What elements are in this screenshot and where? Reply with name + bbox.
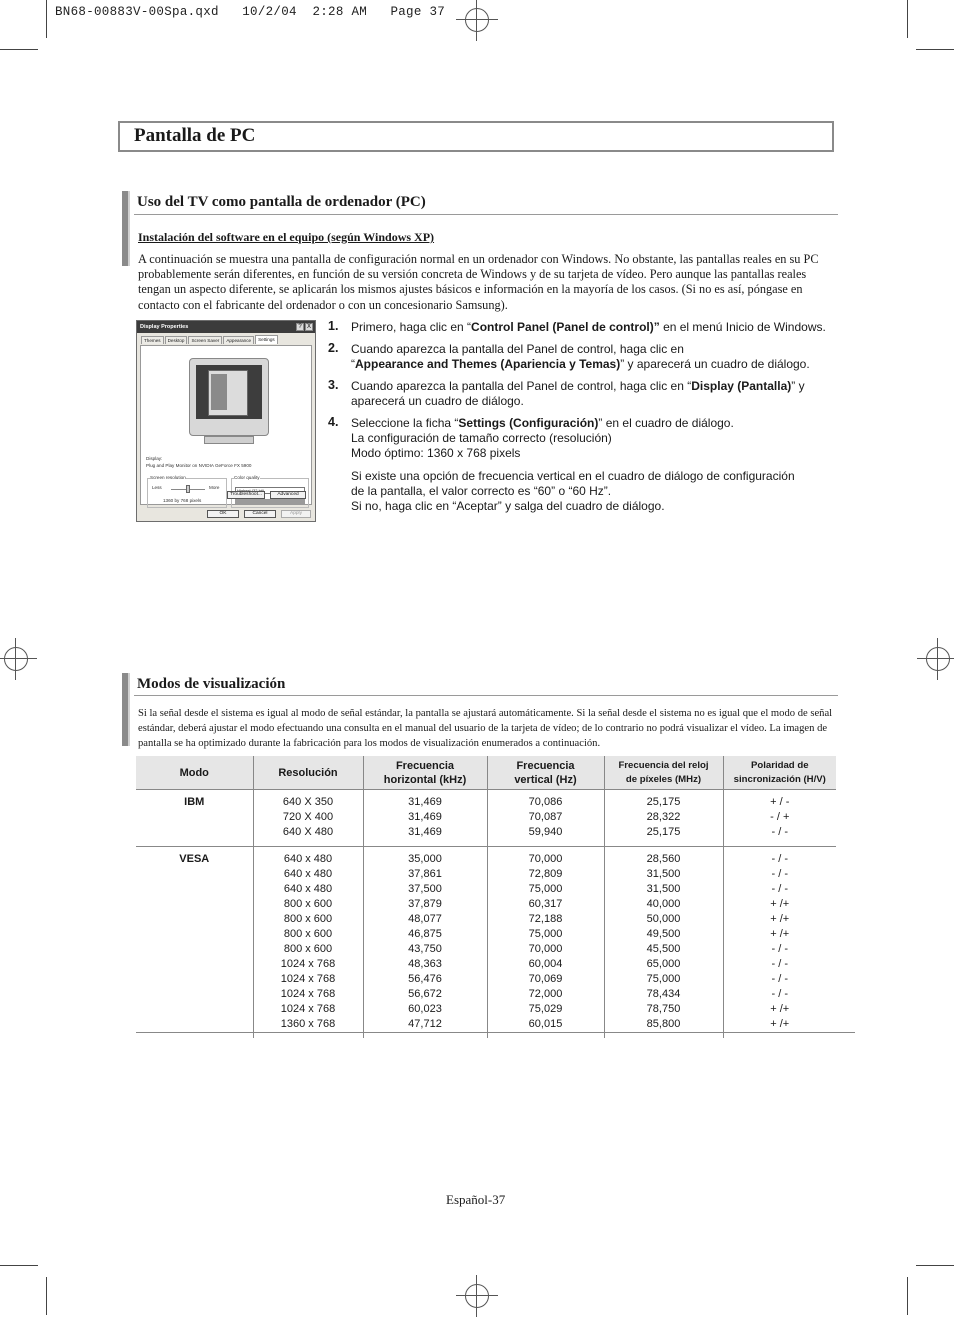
monitor-stand [204, 436, 254, 444]
resolution-cell [253, 847, 363, 1039]
print-header: BN68-00883V-00Spa.qxd 10/2/04 2:28 AM Page 37 [55, 5, 446, 19]
hfreq-value: 56,476 [408, 973, 442, 985]
hfreq-value: 56,672 [408, 988, 442, 1000]
polarity-value: + /+ [770, 898, 790, 910]
pixel-clock-value: 78,434 [646, 988, 681, 1000]
section-title-modes: Modos de visualización [137, 676, 286, 692]
dialog-title: Display Properties [137, 321, 315, 333]
page-number: Español-37 [446, 1192, 506, 1207]
hfreq-value: 46,875 [408, 928, 442, 940]
hfreq-cell [363, 847, 487, 1039]
mode-cell: VESA [136, 847, 253, 1039]
pixel-clock-value: 49,500 [646, 928, 681, 940]
polarity-value: - / - [771, 943, 788, 955]
col-mode: Modo [136, 756, 253, 790]
step-number: 2. [328, 341, 339, 355]
pixel-clock-value: 78,750 [646, 1003, 681, 1015]
pixel-clock-value: 75,000 [646, 973, 681, 985]
resolution-value: 640 x 480 [283, 853, 333, 865]
polarity-value: - / + [770, 811, 790, 823]
display-value: Plug and Play Monitor on NVIDIA GeForce FX 5900 [146, 463, 252, 468]
display-label: Display: [146, 456, 163, 461]
col-pixel-clock: Frecuencia del reloj de píxeles (MHz) [604, 756, 723, 790]
hfreq-value: 60,023 [408, 1003, 442, 1015]
crop-mark [916, 1265, 954, 1266]
polarity-cell [723, 790, 836, 847]
col-resolution: Resolución [253, 756, 363, 790]
hfreq-value: 31,469 [408, 811, 442, 823]
polarity-value: - / - [771, 883, 788, 895]
step-number: 1. [328, 319, 339, 333]
polarity-value: - / - [771, 988, 788, 1000]
page-title: Pantalla de PC [134, 125, 256, 146]
hfreq-value: 31,469 [408, 826, 442, 838]
polarity-value: - / - [771, 868, 788, 880]
col-vfreq: Frecuencia vertical (Hz) [487, 756, 604, 790]
pixel-clock-value: 25,175 [646, 826, 681, 838]
crop-mark [46, 0, 47, 38]
section-bar [122, 673, 130, 746]
resolution-value: 800 x 600 [283, 913, 333, 925]
hfreq-value: 31,469 [408, 796, 442, 808]
modes-intro: Si la señal desde el sistema es igual al modo de señal estándar, la pantalla se ajustará automáticamente. Si la señal desde el sistema no es igual que el modo de señal estándar, deberá ajustar el modo efectuando una consulta en el manual del usuario de la tarjeta de vídeo; de lo contrario no podrá visualizar el vídeo. La imagen de pantalla se ha optimizado durante la fabricación para los modos de visualización enumerados a continuación. [138, 708, 833, 749]
resolution-value: 800 x 600 [283, 898, 333, 910]
registration-mark [465, 1284, 489, 1308]
pixel-clock-value: 65,000 [646, 958, 681, 970]
vfreq-value: 75,000 [528, 928, 563, 940]
section-bar [122, 191, 130, 266]
settings-panel [140, 345, 312, 505]
resolution-value: 800 x 600 [283, 943, 333, 955]
vfreq-value: 70,000 [528, 853, 563, 865]
mode-cell: IBM [136, 790, 253, 847]
pixel-clock-value: 85,800 [646, 1018, 681, 1030]
resolution-value: 720 X 400 [282, 811, 334, 823]
color-quality-label: Color quality [234, 475, 260, 480]
table-row [136, 847, 836, 1039]
pixel-clock-value: 28,560 [646, 853, 681, 865]
vfreq-value: 70,087 [528, 811, 563, 823]
step-4: Seleccione la ficha “Settings (Configuración)” en el cuadro de diálogo. La configuración de tamaño correcto (resolución) Modo óptimo: 1360 x 768 pixels [351, 416, 734, 460]
display-modes-table [136, 756, 856, 1038]
vfreq-value: 72,809 [528, 868, 563, 880]
col-polarity: Polaridad de sincronización (H/V) [723, 756, 836, 790]
section-rule [134, 695, 838, 696]
polarity-value: + /+ [770, 1003, 790, 1015]
step-3: Cuando aparezca la pantalla del Panel de control, haga clic en “Display (Pantalla)” y aparecerá un cuadro de diálogo. [351, 379, 805, 408]
hfreq-value: 47,712 [408, 1018, 442, 1030]
polarity-value: + /+ [770, 913, 790, 925]
section-rule [134, 214, 838, 215]
resolution-value: 1360 by 768 pixels [163, 498, 202, 503]
resolution-value: 640 X 350 [282, 796, 334, 808]
vfreq-value: 75,029 [528, 1003, 563, 1015]
vfreq-value: 60,015 [528, 1018, 563, 1030]
more-label: More [209, 485, 220, 490]
pixel-clock-value: 50,000 [646, 913, 681, 925]
polarity-value: - / - [771, 973, 788, 985]
hfreq-value: 43,750 [408, 943, 442, 955]
vfreq-value: 60,004 [528, 958, 563, 970]
crop-mark [916, 49, 954, 50]
advanced-button[interactable]: Advanced [270, 491, 306, 499]
polarity-cell [723, 847, 836, 1039]
vfreq-value: 70,069 [528, 973, 563, 985]
hfreq-value: 48,077 [408, 913, 442, 925]
pixel-clock-value: 31,500 [646, 883, 681, 895]
vfreq-value: 72,188 [528, 913, 563, 925]
registration-mark [926, 647, 950, 671]
resolution-value: 640 x 480 [283, 883, 333, 895]
hfreq-value: 35,000 [408, 853, 442, 865]
resolution-value: 1024 x 768 [280, 1003, 336, 1015]
crop-mark [907, 0, 908, 38]
vfreq-cell [487, 847, 604, 1039]
crop-mark [907, 1277, 908, 1315]
pixel-clock-value: 31,500 [646, 868, 681, 880]
help-icon[interactable]: ? [296, 323, 304, 331]
monitor-preview-icon [189, 358, 269, 436]
pixel-clock-cell [604, 790, 723, 847]
polarity-value: - / - [771, 853, 788, 865]
step-number: 4. [328, 415, 339, 429]
troubleshoot-button[interactable]: Troubleshoot... [227, 491, 265, 499]
resolution-value: 1024 x 768 [280, 988, 336, 1000]
tab-settings[interactable]: Settings [255, 335, 278, 344]
pixel-clock-value: 40,000 [646, 898, 681, 910]
resolution-value: 640 X 480 [282, 826, 334, 838]
vfreq-value: 72,000 [528, 988, 563, 1000]
less-label: Less [152, 485, 162, 490]
resolution-value: 1024 x 768 [280, 958, 336, 970]
tab-screen-saver[interactable]: Screen Saver [188, 336, 222, 344]
frequency-note: Si existe una opción de frecuencia vertical en el cuadro de diálogo de configuración de la pantalla, el valor correcto es “60” o “60 Hz”. Si no, haga clic en “Aceptar” y salga del cuadro de diálogo. [351, 469, 795, 513]
resolution-value: 1360 x 768 [280, 1018, 336, 1030]
crop-mark [0, 49, 38, 50]
polarity-value: + /+ [770, 1018, 790, 1030]
polarity-value: - / - [771, 958, 788, 970]
cancel-button[interactable]: Cancel [244, 510, 276, 518]
polarity-value: - / - [771, 826, 788, 838]
vfreq-value: 70,086 [528, 796, 563, 808]
tab-appearance[interactable]: Appearance [223, 336, 254, 344]
color-preview-bar [235, 499, 305, 504]
pixel-clock-value: 25,175 [646, 796, 681, 808]
display-properties-dialog [136, 320, 316, 522]
section-intro: A continuación se muestra una pantalla de configuración normal en un ordenador con Windows. No obstante, las pantallas reales en su PC probablemente serán diferentes, en función de su versión concreta de Windows y de su tarjeta de vídeo. Pero aunque las pantallas reales tengan un aspecto diferente, se aplicarán los mismos ajustes básicos e información en la mayoría de los casos. (Si no es así, póngase en contacto con el fabricante del ordenador o con un concesionario Samsung). [138, 252, 819, 312]
section-title-pc: Uso del TV como pantalla de ordenador (PC) [137, 194, 426, 210]
hfreq-value: 48,363 [408, 958, 442, 970]
vfreq-value: 59,940 [528, 826, 563, 838]
registration-mark [4, 647, 28, 671]
resolution-value: 1024 x 768 [280, 973, 336, 985]
vfreq-value: 75,000 [528, 883, 563, 895]
table-bottom-rule [136, 1032, 855, 1033]
hfreq-value: 37,879 [408, 898, 442, 910]
vfreq-value: 70,000 [528, 943, 563, 955]
resolution-value: 800 x 600 [283, 928, 333, 940]
table-row [136, 790, 836, 847]
vfreq-value: 60,317 [528, 898, 563, 910]
resolution-slider-thumb[interactable] [186, 485, 190, 493]
crop-mark [0, 1265, 38, 1266]
apply-button[interactable]: Apply [281, 510, 311, 518]
crop-mark [46, 1277, 47, 1315]
resolution-value: 640 x 480 [283, 868, 333, 880]
hfreq-value: 37,861 [408, 868, 442, 880]
registration-mark [465, 8, 489, 32]
resolution-group [147, 478, 227, 508]
resolution-label: Screen resolution [150, 475, 186, 480]
resolution-cell [253, 790, 363, 847]
dialog-tabs [141, 336, 278, 344]
ok-button[interactable]: OK [207, 510, 239, 518]
tab-desktop[interactable]: Desktop [165, 336, 188, 344]
hfreq-cell [363, 790, 487, 847]
step-number: 3. [328, 378, 339, 392]
section-subtitle: Instalación del software en el equipo (según Windows XP) [138, 230, 435, 244]
pixel-clock-value: 28,322 [646, 811, 681, 823]
hfreq-value: 37,500 [408, 883, 442, 895]
step-2: Cuando aparezca la pantalla del Panel de control, haga clic en “Appearance and Themes (Apariencia y Temas)” y aparecerá un cuadro de diálogo. [351, 342, 810, 371]
polarity-value: + /+ [770, 928, 790, 940]
close-icon[interactable]: X [306, 324, 311, 330]
tab-themes[interactable]: Themes [141, 336, 164, 344]
vfreq-cell [487, 790, 604, 847]
col-hfreq: Frecuencia horizontal (kHz) [363, 756, 487, 790]
pixel-clock-cell [604, 847, 723, 1039]
polarity-value: + / - [770, 796, 790, 808]
step-1: Primero, haga clic en “Control Panel (Panel de control)” en el menú Inicio de Windows. [351, 320, 826, 334]
pixel-clock-value: 45,500 [646, 943, 681, 955]
